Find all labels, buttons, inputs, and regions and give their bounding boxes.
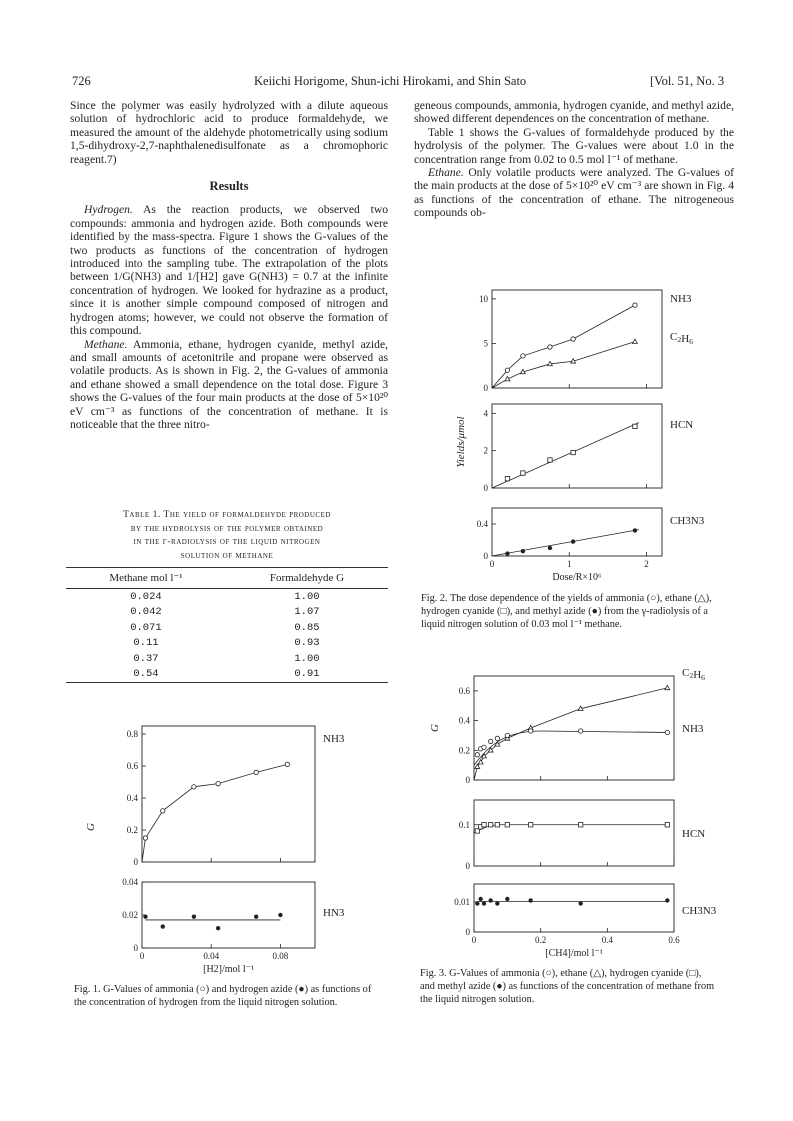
data-point (505, 897, 509, 901)
data-point (475, 901, 479, 905)
y-tick-label: 0 (133, 857, 138, 867)
y-tick-label: 0.1 (458, 819, 470, 830)
table-row (66, 667, 388, 683)
data-point (192, 785, 196, 789)
table-cell: 1.00 (294, 652, 320, 665)
right-column (414, 99, 734, 220)
y-tick-label: 0.04 (122, 877, 138, 887)
y-axis-label: Yields/μmol (455, 416, 467, 468)
panel-frame (474, 676, 674, 780)
x-tick-label: 0 (489, 559, 495, 569)
y-tick-label: 0.01 (454, 897, 470, 907)
data-point (578, 901, 582, 905)
y-tick-label: 0.6 (126, 761, 138, 771)
series-line (474, 688, 667, 780)
table-caption-line3: in the γ-radiolysis of the liquid nitrogen (133, 536, 321, 547)
panel-frame (474, 884, 674, 932)
y-tick-label: 0.4 (476, 519, 488, 529)
data-point (143, 836, 147, 840)
col-header-formaldehyde: Formaldehyde G (226, 568, 388, 589)
data-point (528, 898, 532, 902)
data-point (478, 760, 483, 764)
volume-info: [Vol. 51, No. 3 (650, 74, 725, 88)
table-cell: 0.91 (294, 668, 320, 681)
y-tick-label: 0.2 (126, 825, 138, 835)
data-point (488, 739, 492, 743)
table-caption-line2: by the hydrolysis of the polymer obtained (130, 522, 324, 534)
data-point (633, 303, 637, 307)
x-tick-label: 0.6 (668, 935, 680, 945)
y-tick-label: 10 (479, 293, 488, 304)
panel-frame (492, 508, 662, 556)
data-point (578, 823, 582, 827)
data-point (495, 736, 499, 740)
data-point (528, 823, 532, 827)
left-column (70, 99, 388, 431)
hydrogen-section (70, 203, 388, 337)
data-point (216, 781, 220, 785)
table-row (66, 620, 388, 636)
x-tick-label: 2 (644, 559, 649, 569)
continued-paragraph: geneous compounds, ammonia, hydrogen cyanide, and methyl azide, showed different dependences on the concentration of methane. (414, 99, 734, 126)
x-tick-label: 0.04 (203, 951, 220, 961)
series-label: CH3N3 (682, 905, 717, 917)
data-point (192, 914, 196, 918)
data-point (254, 770, 258, 774)
data-point (482, 745, 486, 749)
data-table (66, 567, 388, 683)
y-tick-label: 2 (483, 445, 488, 456)
data-point (571, 539, 575, 543)
series-line (492, 305, 635, 388)
data-point (571, 450, 575, 454)
data-point (161, 809, 165, 813)
hydrogen-lead: Hydrogen. (84, 203, 133, 217)
y-tick-label: 0.4 (126, 793, 138, 803)
panel-frame (474, 800, 674, 866)
col-header-methane: Methane mol l⁻¹ (66, 568, 226, 589)
table-paragraph: Table 1 shows the G-values of formaldehyde produced by the hydrolysis of the polymer. The G-values were about 1.0 in the concentration range from 0.02 to 0.5 mol l⁻¹ of methane. (414, 125, 734, 166)
series-label: NH3 (323, 733, 345, 745)
data-point (505, 733, 509, 737)
series-line (474, 731, 667, 765)
series-label: NH3 (682, 723, 704, 735)
y-tick-label: 0 (483, 483, 488, 493)
running-authors: Keiichi Horigome, Shun-ichi Hirokami, and Shin Sato (254, 74, 527, 88)
x-tick-label: 0.2 (535, 935, 547, 945)
data-point (161, 924, 165, 928)
data-point (548, 345, 552, 349)
data-point (548, 458, 552, 462)
data-point (143, 914, 147, 918)
data-point (578, 729, 582, 733)
data-point (521, 354, 525, 358)
table-cell: 1.00 (294, 590, 320, 603)
x-axis-label: Dose/R×10⁶ (552, 572, 602, 583)
y-tick-label: 0 (465, 927, 470, 937)
y-axis-label: G (85, 823, 97, 831)
x-axis-label: [CH4]/mol l⁻¹ (545, 948, 603, 959)
data-point (633, 339, 638, 343)
y-tick-label: 4 (483, 408, 488, 419)
data-point (278, 913, 282, 917)
ethane-section (414, 166, 734, 220)
data-point (521, 549, 525, 553)
y-tick-label: 0 (483, 551, 488, 561)
series-label: C2H6 (670, 331, 693, 346)
y-tick-label: 0 (465, 861, 470, 871)
y-tick-label: 0 (133, 943, 138, 953)
y-axis-label: G (429, 724, 441, 732)
data-point (521, 471, 525, 475)
data-point (495, 823, 499, 827)
methane-section (70, 338, 388, 432)
table-caption-line4: solution of methane (180, 549, 274, 561)
series-line (492, 423, 639, 488)
y-tick-label: 0.2 (458, 745, 470, 756)
y-tick-label: 0.8 (126, 729, 138, 739)
series-line (474, 825, 667, 833)
y-tick-label: 0.02 (122, 910, 138, 920)
panel-frame (142, 882, 315, 948)
figure-2-caption: Fig. 2. The dose dependence of the yields of ammonia (○), ethane (△), hydrogen cyanide (□), and methyl azide (●) from the γ-radiolysis of a liquid nitrogen solution of 0.03 mol l⁻¹ methane. (421, 593, 712, 630)
data-point (285, 762, 289, 766)
data-point (495, 901, 499, 905)
series-line (142, 764, 287, 862)
data-point (548, 546, 552, 550)
data-point (482, 901, 486, 905)
series-line (492, 530, 639, 556)
page-number: 726 (72, 74, 91, 88)
data-point (478, 897, 482, 901)
x-tick-label: 0.4 (601, 935, 613, 945)
table-cell: 0.93 (294, 637, 320, 650)
table-cell: 0.071 (130, 621, 162, 634)
data-point (571, 337, 575, 341)
data-point (633, 424, 637, 428)
ethane-lead: Ethane. (428, 166, 464, 180)
y-tick-label: 5 (483, 338, 488, 349)
data-point (665, 730, 669, 734)
series-label: HN3 (323, 907, 345, 919)
data-point (488, 898, 492, 902)
table-row (66, 636, 388, 652)
table-cell: 0.54 (133, 668, 159, 681)
figure-1-chart (80, 712, 380, 984)
table-cell: 0.042 (130, 606, 162, 619)
methane-paragraph: Ammonia, ethane, hydrogen cyanide, methyl azide, and small amounts of acetonitrile and propane were observed as volatile products. As is shown in Fig. 2, the G-values of ammonia and ethane showed a small dependence on the total dose. Figure 3 shows the G-values of the four main products at the dose of 5×10²⁰ eV cm⁻³ as functions of the concentration of methane. It is noticeable that the three nitro- (70, 337, 388, 431)
data-point (488, 823, 492, 827)
table-cell: 0.85 (294, 621, 320, 634)
y-tick-label: 0.6 (458, 685, 470, 696)
panel-frame (492, 404, 662, 488)
figure-3-caption: Fig. 3. G-Values of ammonia (○), ethane (△), hydrogen cyanide (□), and methyl azide (●) as functions of the concentration of methane from the liquid nitrogen solution. (420, 968, 715, 1005)
table-cell: 0.37 (133, 652, 159, 665)
figure-1-caption: Fig. 1. G-Values of ammonia (○) and hydrogen azide (●) as functions of the concentration of hydrogen from the liquid nitrogen solution. (74, 984, 372, 1008)
table-row (66, 605, 388, 621)
table-cell: 0.024 (130, 590, 162, 603)
table-row (66, 651, 388, 667)
intro-paragraph: Since the polymer was easily hydrolyzed with a dilute aqueous solution of hydrochloric acid to produce formaldehyde, we measured the amount of the aldehyde photometrically using sodium 1,5-dihydroxy-2,7-naphthalenedisulfonate as a chromophoric reagent.7) (70, 99, 388, 166)
panel-frame (142, 726, 315, 862)
data-point (505, 823, 509, 827)
data-point (665, 823, 669, 827)
table-cell: 1.07 (294, 606, 320, 619)
data-point (505, 368, 509, 372)
series-label: C2H6 (682, 667, 705, 682)
series-label: HCN (682, 828, 706, 840)
data-point (528, 729, 532, 733)
data-point (254, 914, 258, 918)
data-point (475, 753, 479, 757)
methane-lead: Methane. (84, 337, 128, 351)
table-row (66, 589, 388, 605)
figure-3-chart (424, 660, 746, 964)
series-label: NH3 (670, 293, 692, 305)
data-point (665, 685, 670, 689)
table-cell: 0.11 (133, 637, 159, 650)
x-tick-label: 1 (567, 559, 572, 569)
data-point (482, 823, 486, 827)
y-tick-label: 0 (465, 775, 470, 785)
data-point (505, 551, 509, 555)
ethane-paragraph: Only volatile products were analyzed. The G-values of the main products at the dose of 5×10²⁰ eV cm⁻³ are shown in Fig. 4 as functions of the concentration of ethane. The nitrogeneous compounds ob- (414, 166, 734, 220)
data-point (633, 528, 637, 532)
figure-2-chart (446, 282, 746, 592)
x-axis-label: [H2]/mol l⁻¹ (203, 964, 254, 975)
results-heading: Results (209, 179, 249, 194)
data-point (216, 926, 220, 930)
data-point (665, 898, 669, 902)
series-label: CH3N3 (670, 515, 705, 527)
table-1 (66, 508, 388, 683)
y-tick-label: 0.4 (458, 715, 470, 726)
series-label: HCN (670, 419, 694, 431)
x-tick-label: 0 (139, 951, 145, 961)
y-tick-label: 0 (483, 383, 488, 393)
hydrogen-paragraph: As the reaction products, we observed two compounds: ammonia and hydrogen azide. Both compounds were identified by the mass-spectra. Figure 1 shows the G-values of the two products as functions of the concentration of hydrogen introduced into the sampling tube. The extrapolation of the plots between 1/G(NH3) and 1/[H2] gave G(NH3) = 0.7 at the infinite concentration of hydrogen. We looked for hydrazine as a product, since it is another simple compound composed of nitrogen and hydrogen atoms; however, we could not observe the formation of this compound. (70, 203, 388, 338)
table-caption-line1: Table 1. The yield of formaldehyde produced (123, 509, 331, 520)
x-tick-label: 0 (471, 935, 477, 945)
x-tick-label: 0.08 (272, 951, 289, 961)
data-point (505, 476, 509, 480)
